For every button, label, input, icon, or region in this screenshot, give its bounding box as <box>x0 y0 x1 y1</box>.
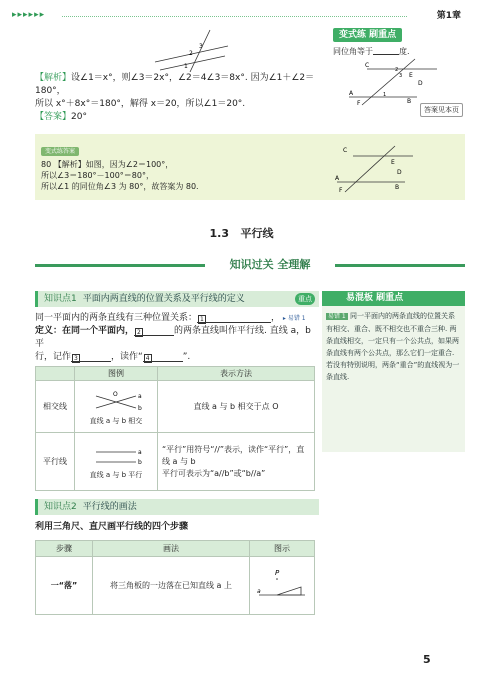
confusion-panel-title: 易混板 刷重点 <box>322 291 465 306</box>
svg-text:B: B <box>407 98 412 105</box>
page-number: 5 <box>423 653 431 666</box>
ref-tag[interactable]: ▸ 易错 1 <box>282 315 306 322</box>
svg-text:F: F <box>357 100 361 107</box>
banner-label: 知识过关 全理解 <box>210 256 330 272</box>
svg-text:b: b <box>138 458 142 466</box>
side-text: 同一平面内的两条直线的位置关系有相交、重合、既不相交也不重合三种. 两条直线相交，一定只有一个公共点，如果两条直线有两个公共点，那么它们一定重合. 若没有特别说明，两条“重合”的直线视为一条直线. <box>326 312 460 381</box>
answer-label: 【答案】 <box>35 112 72 122</box>
intersect-figure <box>86 388 146 414</box>
kp1-badge: 重点 <box>295 293 315 305</box>
variant-question-suffix: 度. <box>399 47 410 56</box>
variant-diagram <box>347 57 447 107</box>
svg-text:P: P <box>275 568 280 577</box>
kp1-header: 知识点1 平面内两直线的位置关系及平行线的定义 重点 <box>35 291 319 307</box>
label-2: 2 <box>189 50 193 57</box>
svg-text:B: B <box>395 184 400 191</box>
svg-text:2: 2 <box>395 67 399 73</box>
svg-text:a: a <box>138 448 142 456</box>
answer-value: 20° <box>71 112 87 122</box>
tip-diagram <box>335 144 415 194</box>
section-title: 1.3 平行线 <box>209 227 274 240</box>
table-row: 一“落” 将三角板的一边落在已知直线 a 上 P a <box>36 557 315 615</box>
variant-blank <box>373 45 399 55</box>
parallel-figure <box>86 444 146 468</box>
knowledge-banner <box>35 258 465 272</box>
top-diagram <box>150 28 230 72</box>
analysis-line2: 所以 x°＋8x°＝180°，解得 x＝20，所以∠1＝20°. <box>35 99 246 109</box>
label-3: 3 <box>199 43 203 50</box>
svg-text:E: E <box>391 159 395 166</box>
kp2-header: 知识点2 平行线的画法 <box>35 499 319 515</box>
svg-text:O: O <box>113 390 118 398</box>
variant-tab: 变式练 刷重点 <box>333 28 402 42</box>
svg-text:C: C <box>343 147 348 154</box>
svg-text:1: 1 <box>383 92 387 98</box>
tip-line3: 所以∠1 的同位角∠3 为 80°，故答案为 80. <box>41 182 199 191</box>
kp1-body: 同一平面内的两条直线有三种位置关系： 1 ， ▸ 易错 1 定义：在同一个平面内， 2 的两条直线叫作平行线. 直线 a，b 平 行，记作 3 ，读作“ 4 ”. <box>35 313 311 362</box>
svg-text:a: a <box>138 392 142 400</box>
solution-block <box>35 72 335 124</box>
side-tag: 易错 1 <box>328 313 346 320</box>
variant-panel <box>333 22 465 119</box>
svg-text:a: a <box>257 587 261 595</box>
header-divider <box>62 16 407 17</box>
svg-text:D: D <box>397 169 402 176</box>
tip-line2: 所以∠3＝180°－100°＝80°， <box>41 171 154 180</box>
answer-location-button[interactable]: 答案见本页 <box>420 103 463 117</box>
analysis-line1: 设∠1＝x°，则∠3＝2x°，∠2＝4∠3＝8x°. 因为∠1＋∠2＝180°， <box>35 73 315 96</box>
table-row: 相交线 O a b 直线 a 与 b 相交 直线 a 与 b 相交于点 O <box>36 381 315 433</box>
svg-text:3: 3 <box>399 73 403 79</box>
svg-text:D: D <box>418 80 423 87</box>
svg-text:A: A <box>349 90 354 97</box>
table-positions: 图例 表示方法 相交线 O a b 直线 a 与 b 相交 直线 a 与 b 相交于点 O 平行线 a b 直线 a 与 b 平行 “平行”用符号“//”表示，读作“平行”，直线 a 与 b 平行可表示为“a//b”或“b//a” <box>35 366 315 491</box>
kp2-intro: 利用三角尺、直尺画平行线的四个步骤 <box>35 522 189 532</box>
svg-text:C: C <box>365 62 370 69</box>
svg-text:E: E <box>409 72 413 79</box>
confusion-panel <box>322 291 465 451</box>
variant-question: 同位角等于 <box>333 47 373 56</box>
table-steps: 步骤 画法 图示 一“落” 将三角板的一边落在已知直线 a 上 P a <box>35 540 315 615</box>
svg-text:F: F <box>339 187 343 194</box>
chapter-label: 第1章 <box>436 11 461 21</box>
svg-text:A: A <box>335 175 340 182</box>
variant-answer-tag: 变式练答案 <box>41 147 79 156</box>
step-figure <box>257 565 307 605</box>
table-row: 平行线 a b 直线 a 与 b 平行 “平行”用符号“//”表示，读作“平行”，直线 a 与 b 平行可表示为“a//b”或“b//a” <box>36 433 315 491</box>
analysis-label: 【解析】 <box>35 73 72 83</box>
label-1: 1 <box>184 63 188 70</box>
svg-text:b: b <box>138 404 142 412</box>
variant-answer-box <box>35 134 465 200</box>
tip-line1: 80 【解析】如图，因为∠2＝100°， <box>41 160 174 169</box>
header-dots: ▸▸▸▸▸▸ <box>12 10 46 20</box>
